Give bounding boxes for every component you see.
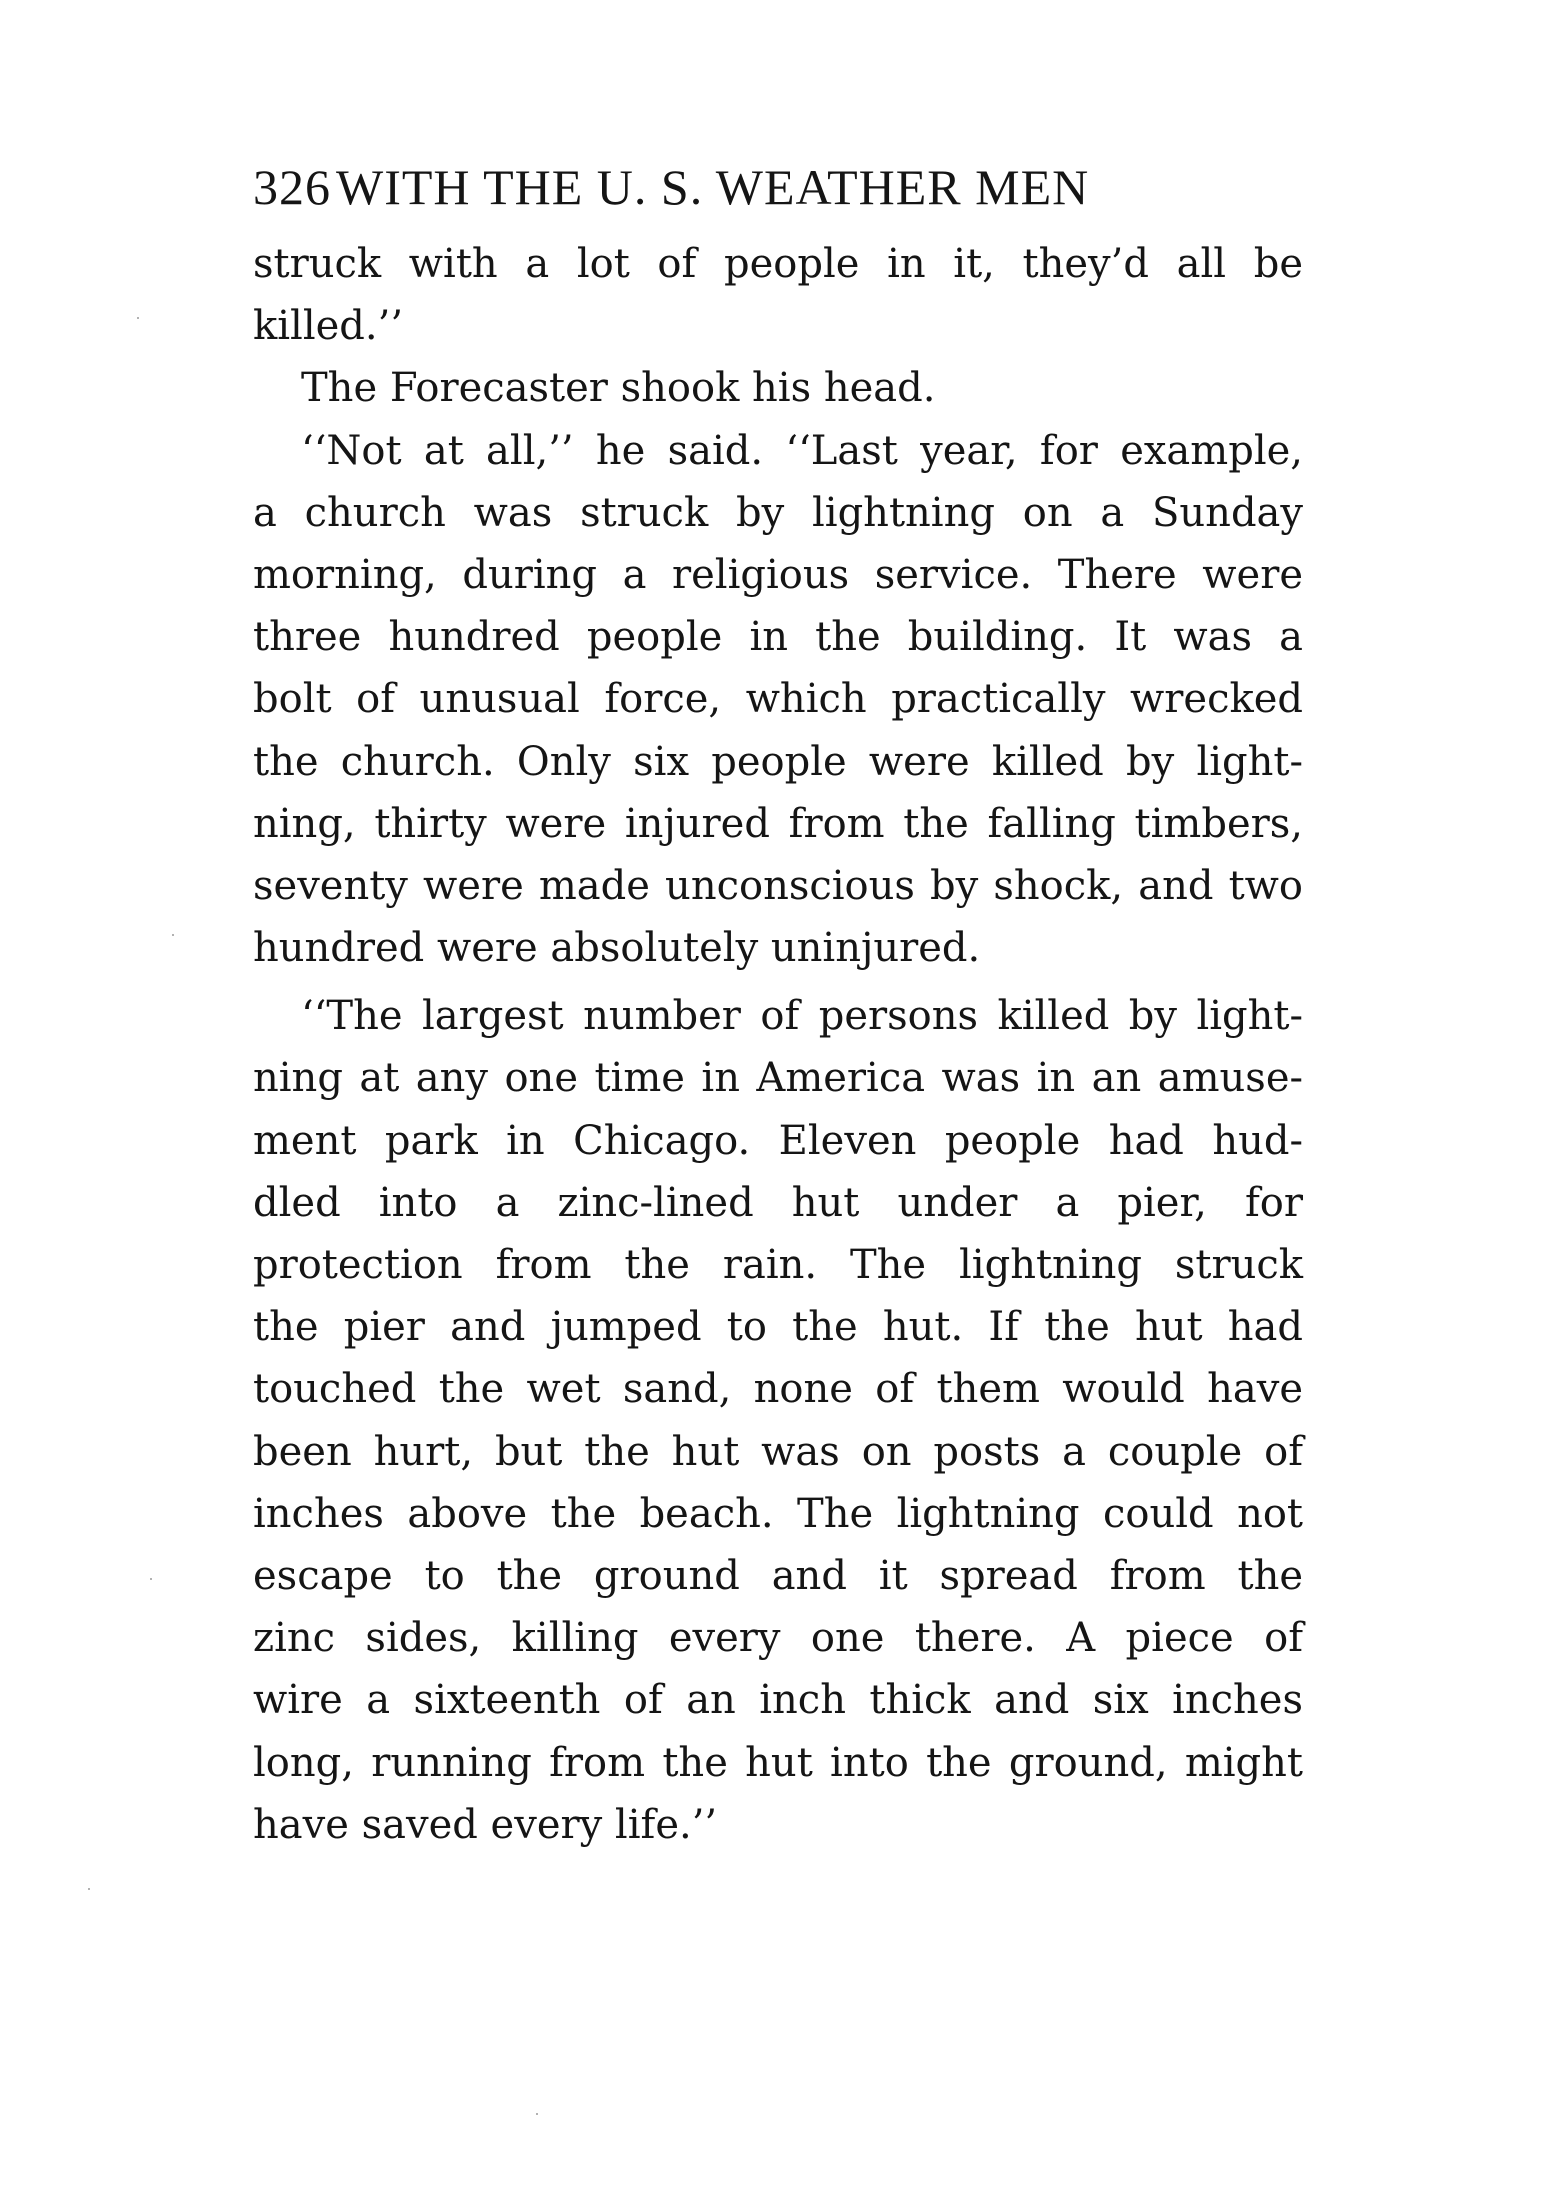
- text-line: ‘‘Not at all,’’ he said. ‘‘Last year, for example,: [301, 427, 1303, 474]
- text-line: zinc sides, killing every one there. A piece of: [253, 1615, 1303, 1662]
- text-line: seventy were made unconscious by shock, and two: [253, 862, 1303, 909]
- text-line: a church was struck by lightning on a Sunday: [253, 489, 1303, 536]
- text-line: dled into a zinc-lined hut under a pier, for: [253, 1179, 1303, 1226]
- text-line: morning, during a religious service. There were: [253, 551, 1303, 598]
- text-line: three hundred people in the building. It was a: [253, 614, 1303, 661]
- page-number: 326: [253, 159, 331, 215]
- scan-speck: [536, 2113, 538, 2115]
- text-line: ‘‘The largest number of persons killed by light-: [301, 993, 1303, 1040]
- text-line: been hurt, but the hut was on posts a couple of: [253, 1428, 1303, 1475]
- text-line: bolt of unusual force, which practically wrecked: [253, 676, 1303, 723]
- text-line: wire a sixteenth of an inch thick and six inches: [253, 1677, 1303, 1724]
- scan-speck: [172, 934, 174, 936]
- text-line: have saved every life.’’: [253, 1801, 718, 1848]
- text-line: struck with a lot of people in it, they’d all be: [253, 241, 1303, 287]
- text-line: inches above the beach. The lightning could not: [253, 1490, 1303, 1537]
- scan-speck: [137, 317, 139, 319]
- scan-speck: [88, 1888, 90, 1890]
- text-line: long, running from the hut into the ground, might: [253, 1739, 1303, 1786]
- text-line: ment park in Chicago. Eleven people had hud-: [253, 1117, 1303, 1164]
- paragraph-1: [253, 233, 1303, 357]
- running-head: WITH THE U. S. WEATHER MEN: [336, 159, 1090, 215]
- body-text: [253, 233, 1303, 1856]
- text-line: the church. Only six people were killed by light-: [253, 738, 1303, 785]
- text-line: ning, thirty were injured from the falling timbers,: [253, 800, 1303, 847]
- text-line: hundred were absolutely uninjured.: [253, 925, 981, 972]
- text-line: protection from the rain. The lightning struck: [253, 1242, 1303, 1288]
- text-line: the pier and jumped to the hut. If the hut had: [253, 1304, 1303, 1351]
- paragraph-4: [253, 985, 1303, 1856]
- text-line: ning at any one time in America was in an amuse-: [253, 1055, 1303, 1102]
- paragraph-3: [253, 420, 1303, 980]
- page-header: [253, 150, 1303, 230]
- paragraph-2: [253, 357, 1303, 419]
- text-line: escape to the ground and it spread from the: [253, 1552, 1303, 1599]
- text-line: touched the wet sand, none of them would have: [253, 1366, 1303, 1413]
- text-line: The Forecaster shook his head.: [301, 365, 936, 412]
- text-line: killed.’’: [253, 303, 404, 350]
- scan-speck: [150, 1578, 152, 1580]
